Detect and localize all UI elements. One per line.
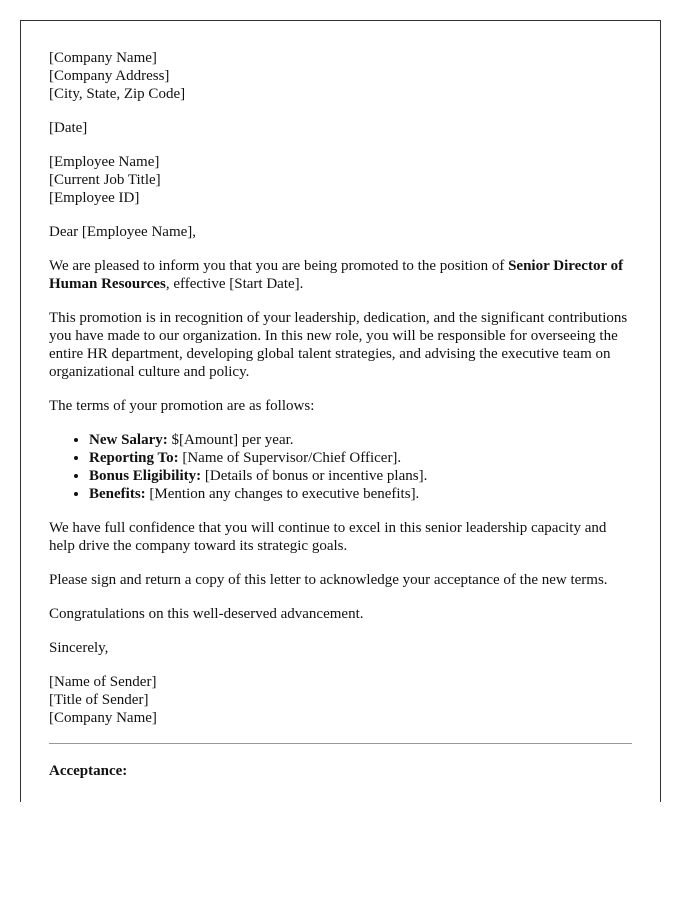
sender-title: [Title of Sender] — [49, 692, 149, 708]
term-item-benefits — [89, 485, 632, 503]
term-label: Benefits: — [89, 486, 146, 502]
salutation: Dear [Employee Name], — [49, 224, 197, 240]
intro-text-before: We are pleased to inform you that you are being promoted to the position of — [49, 258, 509, 274]
employee-name: [Employee Name] — [49, 154, 160, 170]
closing: Sincerely, — [49, 640, 109, 656]
sender-name: [Name of Sender] — [49, 674, 157, 690]
intro-paragraph — [49, 257, 632, 293]
section-divider — [49, 743, 632, 744]
date-block — [49, 119, 632, 137]
new-position-title: Senior Director of Human Resources — [49, 258, 624, 292]
company-address: [Company Address] — [49, 68, 170, 84]
sender-address-block — [49, 49, 632, 103]
confidence-paragraph: We have full confidence that you will continue to excel in this senior leadership capacity and help drive the company toward its strategic goals. — [49, 520, 607, 554]
congratulations-line: Congratulations on this well-deserved advancement. — [49, 606, 364, 622]
term-label: New Salary: — [89, 432, 168, 448]
term-value: [Details of bonus or incentive plans]. — [201, 468, 428, 484]
signature-block — [49, 673, 632, 727]
sender-company: [Company Name] — [49, 710, 157, 726]
term-item-bonus — [89, 467, 632, 485]
term-label: Reporting To: — [89, 450, 179, 466]
letter-content — [21, 21, 660, 780]
term-label: Bonus Eligibility: — [89, 468, 202, 484]
intro-text-after: , effective [Start Date]. — [165, 276, 304, 292]
term-item-salary — [89, 431, 632, 449]
recognition-paragraph: This promotion is in recognition of your leadership, dedication, and the significant contributions you have made to our organization. In this new role, you will be responsible for overseeing the entire HR department, developing global talent strategies, and advising the executive team on organizational culture and policy. — [49, 310, 628, 380]
term-value: [Name of Supervisor/Chief Officer]. — [178, 450, 402, 466]
term-value: $[Amount] per year. — [167, 432, 294, 448]
letter-date: [Date] — [49, 120, 88, 136]
terms-intro: The terms of your promotion are as follows: — [49, 398, 315, 414]
terms-list — [49, 431, 632, 503]
term-item-reporting — [89, 449, 632, 467]
company-name: [Company Name] — [49, 50, 157, 66]
city-state-zip: [City, State, Zip Code] — [49, 86, 186, 102]
letter-page — [20, 20, 661, 802]
current-job-title: [Current Job Title] — [49, 172, 161, 188]
recipient-block — [49, 153, 632, 207]
employee-id: [Employee ID] — [49, 190, 140, 206]
sign-request-paragraph: Please sign and return a copy of this letter to acknowledge your acceptance of the new terms. — [49, 572, 608, 588]
acceptance-heading: Acceptance: — [49, 763, 128, 779]
term-value: [Mention any changes to executive benefits]. — [145, 486, 420, 502]
